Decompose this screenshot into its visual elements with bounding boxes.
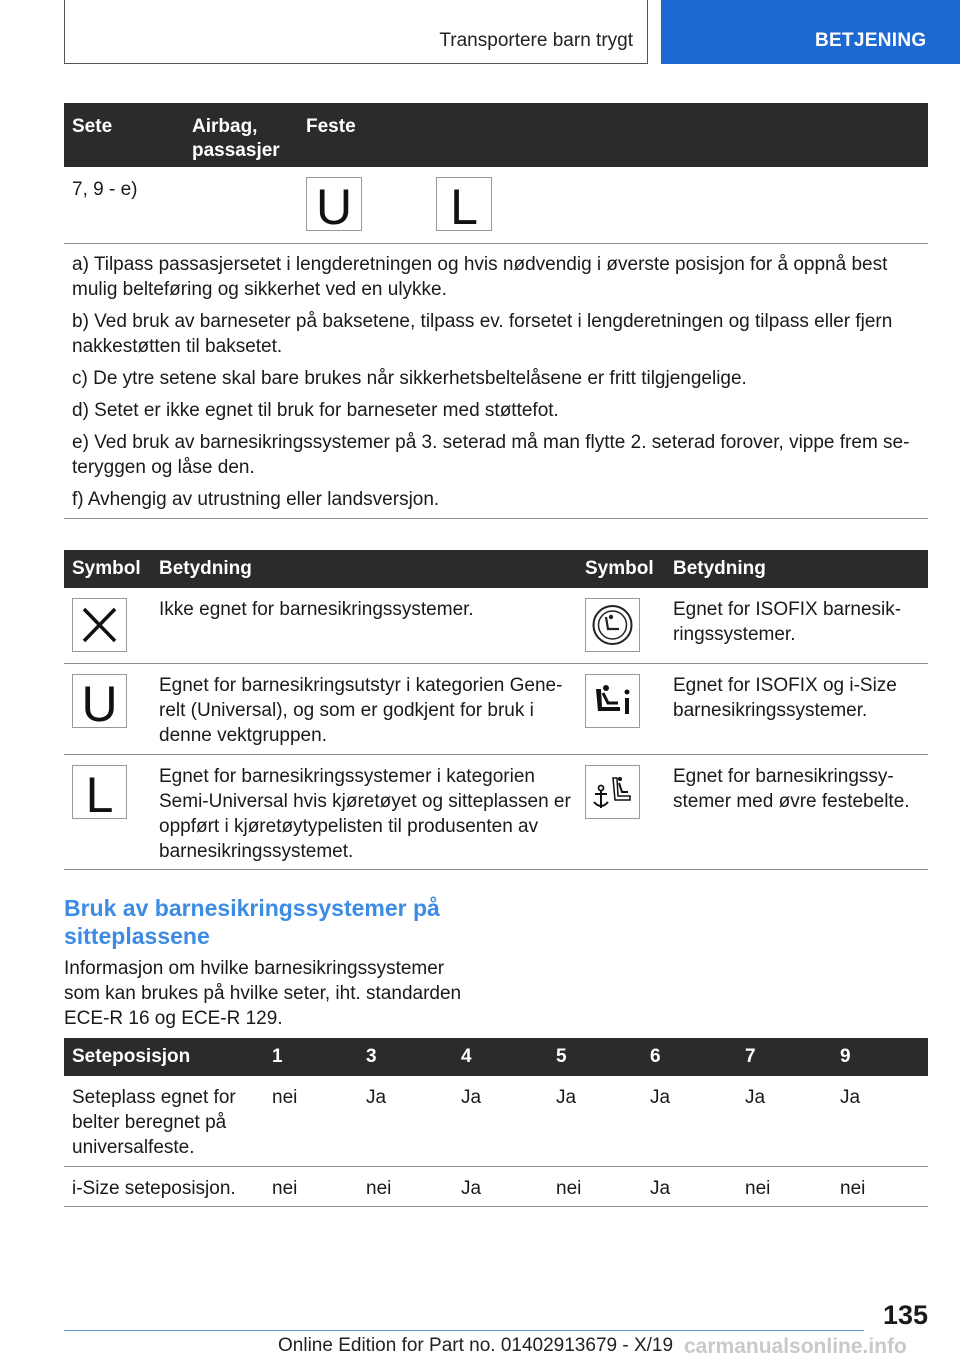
- header-symbol-left: Symbol: [72, 558, 141, 579]
- semi-universal-symbol: L: [436, 177, 492, 231]
- header-meaning-right: Betydning: [673, 558, 766, 579]
- table-row: [64, 1167, 928, 1207]
- section-title: Bruk av barnesikringssystemer på sitteplassene: [64, 895, 440, 949]
- cell: Ja: [650, 1178, 671, 1199]
- header-symbol-right: Symbol: [585, 558, 654, 579]
- watermark: carmanualsonline.info: [684, 1335, 907, 1358]
- header-seat-4: 4: [461, 1046, 472, 1067]
- semi-universal-symbol: L: [72, 765, 127, 819]
- footer-divider: [64, 1330, 864, 1331]
- header-meaning-left: Betydning: [159, 558, 252, 579]
- symbol-table-header: [64, 550, 928, 588]
- row-label: Seteplass egnet for belter beregnet på universalfeste.: [72, 1087, 236, 1158]
- seat-value: 7, 9 - e): [72, 179, 138, 200]
- cross-icon: [72, 598, 127, 652]
- cell: Ja: [556, 1087, 577, 1108]
- symbol-table: [64, 550, 928, 870]
- header-seat-7: 7: [745, 1046, 756, 1067]
- table-row: [64, 755, 928, 870]
- meaning-text: Egnet for barnesikringsutstyr i kategorien Gene-relt (Universal), og som er godkjent for bruk i denne vektgruppen.: [159, 675, 563, 746]
- cell: nei: [556, 1178, 582, 1199]
- section-body: Informasjon om hvilke barnesikringssystemer som kan brukes på hvilke seter, iht. standarden ECE-R 16 og ECE-R 129.: [64, 958, 462, 1029]
- seat-table: [64, 103, 928, 244]
- chapter-tab-label: BETJENING: [815, 30, 927, 51]
- header-seat: Sete: [72, 116, 113, 137]
- footnote-a: a) Tilpass passasjersetet i lengderetningen og hvis nødvendig i øverste posisjon for å oppnå best mulig belteføring og sikkerhet ved en ulykke.: [72, 254, 888, 300]
- cell: Ja: [745, 1087, 766, 1108]
- seat-table-header: [64, 103, 928, 167]
- cell: nei: [745, 1178, 771, 1199]
- universal-symbol: U: [306, 177, 362, 231]
- footnote-d: d) Setet er ikke egnet til bruk for barneseter med støttefot.: [72, 400, 559, 421]
- table-row: [64, 1076, 928, 1167]
- header-seat-9: 9: [840, 1046, 851, 1067]
- row-label: i-Size seteposisjon.: [72, 1178, 236, 1199]
- footnote-c: c) De ytre setene skal bare brukes når sikkerhetsbeltelåsene er fritt tilgjengelige.: [72, 368, 747, 389]
- header-seat-5: 5: [556, 1046, 567, 1067]
- table-row: [64, 664, 928, 755]
- universal-symbol: U: [72, 674, 127, 728]
- cell: nei: [272, 1087, 298, 1108]
- top-tether-icon: [585, 765, 640, 819]
- running-header-section: Transportere barn trygt: [439, 30, 633, 51]
- meaning-text: Ikke egnet for barnesikringssystemer.: [159, 599, 474, 620]
- meaning-text: Egnet for ISOFIX og i-Size barnesikringssystemer.: [673, 675, 897, 721]
- header-seat-1: 1: [272, 1046, 283, 1067]
- edition-text: Online Edition for Part no. 01402913679 - X/19: [278, 1335, 674, 1356]
- cell: Ja: [650, 1087, 671, 1108]
- seat-position-header: [64, 1038, 928, 1076]
- cell: nei: [840, 1178, 866, 1199]
- header-mounting: Feste: [306, 116, 356, 137]
- header-seat-3: 3: [366, 1046, 377, 1067]
- meaning-text: Egnet for barnesikringssy-stemer med øvre festebelte.: [673, 766, 910, 812]
- header-airbag: Airbag, passasjer: [192, 116, 280, 161]
- cell: Ja: [366, 1087, 387, 1108]
- footnotes: [64, 244, 928, 519]
- cell: Ja: [461, 1087, 482, 1108]
- page-number: 135: [882, 1300, 928, 1330]
- header-seat-6: 6: [650, 1046, 661, 1067]
- seat-position-table: [64, 1038, 928, 1207]
- isofix-icon: [585, 598, 640, 652]
- meaning-text: Egnet for ISOFIX barnesik-ringssystemer.: [673, 599, 902, 645]
- cell: nei: [366, 1178, 392, 1199]
- footnote-e: e) Ved bruk av barnesikringssystemer på 3. seterad må man flytte 2. seterad forover, vippe frem se-teryggen og låse den.: [72, 432, 910, 478]
- header-seat-position: Seteposisjon: [72, 1046, 191, 1067]
- chapter-tab: [661, 0, 960, 64]
- table-row: [64, 588, 928, 664]
- cell: Ja: [840, 1087, 861, 1108]
- table-row: [64, 167, 928, 244]
- running-header-box: [64, 0, 648, 64]
- meaning-text: Egnet for barnesikringssystemer i kategorien Semi-Universal hvis kjøretøyet og sitteplassen er oppført i kjøretøytypelisten til produsenten av barnesikringssystemet.: [159, 766, 571, 862]
- footnote-b: b) Ved bruk av barneseter på baksetene, tilpass ev. forsetet i lengderetningen og tilpass eller fjern nakkestøtten til baksetet.: [72, 311, 893, 357]
- footnote-f: f) Avhengig av utrustning eller landsversjon.: [72, 489, 440, 510]
- cell: nei: [272, 1178, 298, 1199]
- isize-icon: [585, 674, 640, 728]
- cell: Ja: [461, 1178, 482, 1199]
